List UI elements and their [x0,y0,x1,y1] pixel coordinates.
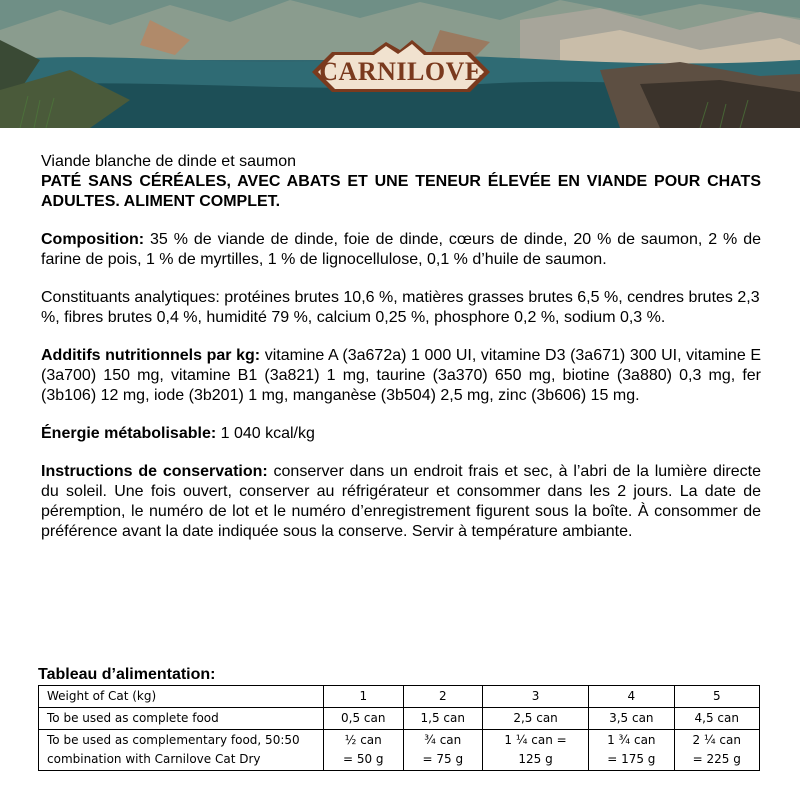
cell-line: ½ can [344,733,382,747]
complete-food-cell: 1,5 can [403,708,483,730]
composition-text: 35 % de viande de dinde, foie de dinde, cœurs de dinde, 20 % de saumon, 2 % de farine de pois, 1 % de myrtilles, 1 % de lignocellulose, 0,1 % d’huile de saumon. [41,231,761,268]
complementary-food-cell [483,730,589,771]
table-row [39,686,760,708]
cell-line: = 50 g [342,752,384,766]
weight-cell: 3 [483,686,589,708]
complete-food-label: To be used as complete food [39,708,324,730]
complementary-food-cell [324,730,404,771]
storage-text: conserver dans un endroit frais et sec, à l’abri de la lumière directe du soleil. Une fois ouvert, conserver au réfrigérateur et consommer dans les 2 jours. La date de péremption, le numéro de lot et le numéro d’enregistrement figurent sous la boîte. À consommer de préférence avant la date indiquée sous la conserve. Servir à température ambiante. [41,463,761,540]
complementary-food-cell [674,730,759,771]
complementary-food-cell [589,730,674,771]
cell-line: = 225 g [692,752,741,766]
cell-line: ¾ can [424,733,462,747]
weight-cell: 5 [674,686,759,708]
product-subtitle: Viande blanche de dinde et saumon [41,153,297,170]
cell-line: = 75 g [422,752,464,766]
additives-text: vitamine A (3a672a) 1 000 UI, vitamine D3 (3a671) 300 UI, vitamine E (3a700) 150 mg, vitamine B1 (3a821) 1 mg, taurine (3a370) 650 mg, biotine (3a880) 0,3 mg, fer (3b106) 12 mg, iode (3b201) 1 mg, manganèse (3b504) 2,5 mg, zinc (3b606) 15 mg. [41,347,761,404]
complementary-food-label: To be used as complementary food, 50:50 combination with Carnilove Cat Dry [39,730,324,771]
complete-food-cell: 2,5 can [483,708,589,730]
weight-cell: 4 [589,686,674,708]
additives-paragraph [41,346,761,406]
complete-food-cell: 3,5 can [589,708,674,730]
weight-cell: 2 [403,686,483,708]
complementary-food-cell [403,730,483,771]
composition-paragraph [41,230,761,270]
feeding-table [38,685,760,771]
energy-label: Énergie métabolisable: [41,425,217,442]
storage-label: Instructions de conservation: [41,463,268,480]
feeding-table-title: Tableau d’alimentation: [38,666,216,683]
composition-label: Composition: [41,231,145,248]
header-banner [0,0,800,128]
energy-text: 1 040 kcal/kg [216,425,315,442]
table-row [39,708,760,730]
complete-food-cell: 0,5 can [324,708,404,730]
table-row [39,730,760,771]
logo-text: CARNILOVE [319,57,483,86]
table-header-label: Weight of Cat (kg) [39,686,324,708]
additives-label: Additifs nutritionnels par kg: [41,347,261,364]
energy-paragraph [41,424,761,444]
storage-paragraph [41,462,761,542]
complete-food-cell: 4,5 can [674,708,759,730]
cell-line: 2 ¼ can [692,733,741,747]
weight-cell: 1 [324,686,404,708]
cell-line: 1 ¾ can [607,733,656,747]
carnilove-logo [308,38,494,106]
product-description [41,152,761,542]
cell-line: = 175 g [607,752,656,766]
analytical-paragraph: Constituants analytiques: protéines brutes 10,6 %, matières grasses brutes 6,5 %, cendres brutes 2,3 %, fibres brutes 0,4 %, humidité 79 %, calcium 0,25 %, phosphore 0,2 %, sodium 0,3 %. [41,289,760,326]
cell-line: 125 g [518,752,553,766]
cell-line: 1 ¼ can = [504,733,567,747]
product-title: PATÉ SANS CÉRÉALES, AVEC ABATS ET UNE TENEUR ÉLEVÉE EN VIANDE POUR CHATS ADULTES. ALIMENT COMPLET. [41,173,761,210]
